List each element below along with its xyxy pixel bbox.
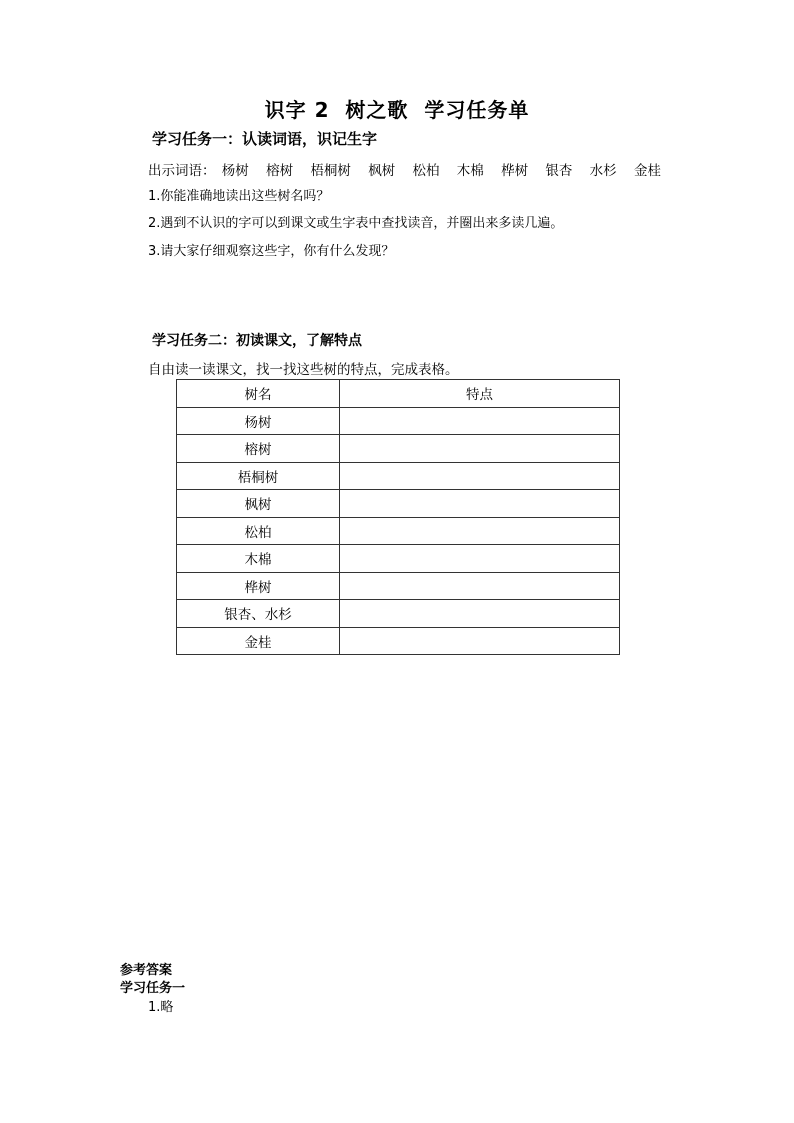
answer-title: 参考答案	[120, 963, 173, 978]
feature-cell[interactable]	[340, 572, 620, 600]
table-row	[177, 572, 620, 600]
tree-name-cell: 金桂	[177, 627, 340, 655]
word-item: 木棉	[456, 163, 484, 179]
feature-cell[interactable]	[340, 517, 620, 545]
table-row	[177, 490, 620, 518]
feature-cell[interactable]	[340, 545, 620, 573]
table-header-tree-name: 树名	[177, 380, 340, 408]
feature-cell[interactable]	[340, 490, 620, 518]
tree-name-cell: 榕树	[177, 435, 340, 463]
table-row	[177, 435, 620, 463]
feature-cell[interactable]	[340, 462, 620, 490]
question-1: 1.你能准确地读出这些树名吗？	[148, 189, 330, 204]
word-item: 水杉	[589, 163, 617, 179]
tree-name-cell: 银杏、水杉	[177, 600, 340, 628]
table-header-features: 特点	[340, 380, 620, 408]
table-row	[177, 600, 620, 628]
answer-task-label: 学习任务一	[120, 981, 186, 996]
tree-name-cell: 木棉	[177, 545, 340, 573]
answer-section	[120, 962, 185, 1018]
tree-name-cell: 松柏	[177, 517, 340, 545]
word-item: 枫树	[368, 163, 396, 179]
table-header-row	[177, 380, 620, 408]
tree-name-cell: 杨树	[177, 407, 340, 435]
feature-cell[interactable]	[340, 435, 620, 463]
page-title: 识字 2 树之歌 学习任务单	[264, 98, 530, 122]
tree-features-table	[176, 379, 620, 655]
word-item: 梧桐树	[310, 163, 351, 179]
word-item: 桦树	[501, 163, 529, 179]
answer-item: 1.略	[148, 1000, 174, 1015]
table-row	[177, 627, 620, 655]
tree-name-cell: 桦树	[177, 572, 340, 600]
task2-heading: 学习任务二：初读课文，了解特点	[152, 333, 362, 349]
question-3: 3.请大家仔细观察这些字，你有什么发现？	[148, 244, 395, 259]
word-item: 松柏	[412, 163, 440, 179]
feature-cell[interactable]	[340, 627, 620, 655]
task2-intro: 自由读一读课文，找一找这些树的特点，完成表格。	[148, 362, 459, 378]
word-item: 银杏	[545, 163, 573, 179]
task1-heading: 学习任务一：认读词语，识记生字	[152, 130, 378, 148]
tree-name-cell: 梧桐树	[177, 462, 340, 490]
feature-cell[interactable]	[340, 407, 620, 435]
tree-name-cell: 枫树	[177, 490, 340, 518]
table-row	[177, 517, 620, 545]
word-item: 金桂	[633, 163, 661, 179]
word-item: 榕树	[266, 163, 294, 179]
word-list-line	[148, 159, 674, 179]
feature-cell[interactable]	[340, 600, 620, 628]
word-item: 杨树	[221, 163, 249, 179]
table-row	[177, 407, 620, 435]
word-list-prefix: 出示词语：	[148, 163, 216, 179]
table-row	[177, 545, 620, 573]
question-2: 2.遇到不认识的字可以到课文或生字表中查找读音，并圈出来多读几遍。	[148, 216, 564, 231]
table-row	[177, 462, 620, 490]
